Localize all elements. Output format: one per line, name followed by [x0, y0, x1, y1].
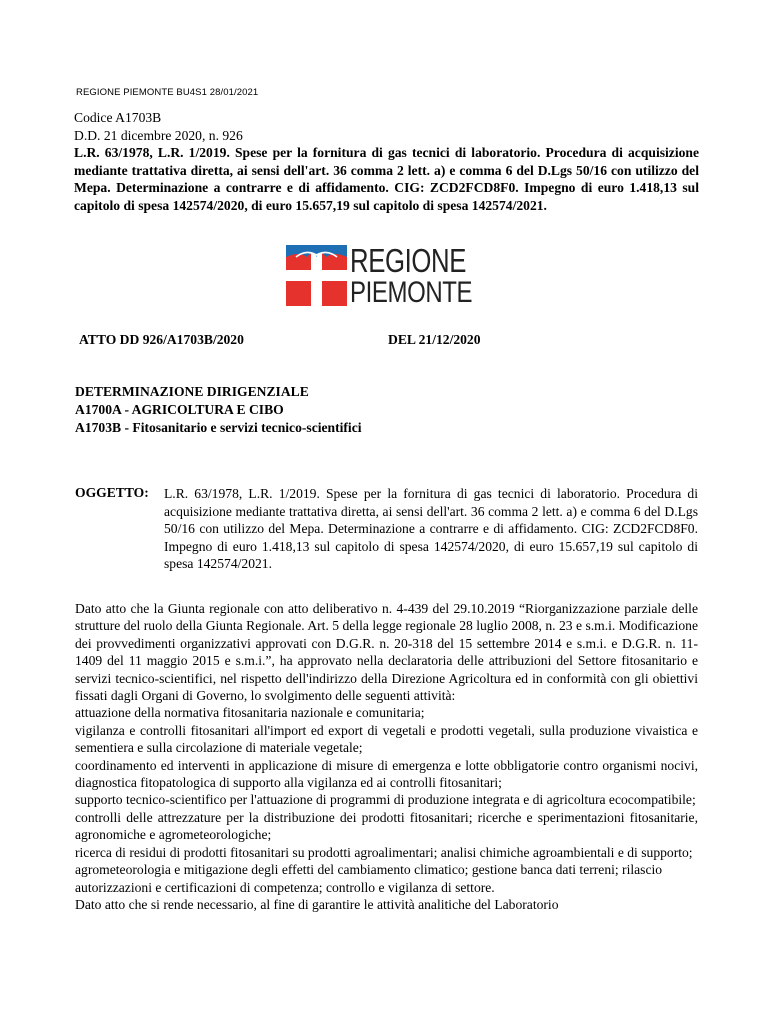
- logo-text-piemonte: PIEMONTE: [350, 276, 473, 309]
- regione-piemonte-logo: [286, 242, 490, 309]
- activity-item: agrometeorologia e mitigazione degli effetti del cambiamento climatico; gestione banca dati terreni; rilascio autorizzazioni e certificazioni di competenza; controllo e vigilanza di settore.: [75, 862, 663, 895]
- activity-item: controlli delle attrezzature per la distribuzione dei prodotti fitosanitari; ricerche e sperimentazioni fitosanitarie, agronomiche e agrometeorologiche;: [75, 809, 698, 843]
- piemonte-emblem-icon: [286, 245, 347, 306]
- logo-text-regione: REGIONE: [350, 242, 466, 279]
- determinazione-type: DETERMINAZIONE DIRIGENZIALE: [75, 384, 309, 399]
- activity-item: supporto tecnico-scientifico per l'attuazione di programmi di produzione integrata e di agricoltura ecocompatibile;: [75, 792, 696, 808]
- atto-number: ATTO DD 926/A1703B/2020: [79, 332, 244, 347]
- determinazione-block: [75, 383, 362, 437]
- body-text: [75, 600, 698, 913]
- determinazione-direction: A1700A - AGRICOLTURA E CIBO: [75, 402, 284, 417]
- activity-item: vigilanza e controlli fitosanitari all'import ed export di vegetali e prodotti vegetali, sulla produzione vivaistica e sementiera e sulla circolazione di materiale vegetale;: [75, 722, 698, 756]
- body-closing-paragraph: Dato atto che si rende necessario, al fine di garantire le attività analitiche del Laboratorio: [75, 896, 559, 912]
- activity-item: ricerca di residui di prodotti fitosanitari su prodotti agroalimentari; analisi chimiche agroambientali e di supporto;: [75, 844, 693, 860]
- determinazione-sector: A1703B - Fitosanitario e servizi tecnico-scientifici: [75, 420, 362, 435]
- activity-item: coordinamento ed interventi in applicazione di misure di emergenza e lotte obbligatorie contro organismi nocivi, diagnostica fitopatologica di supporto alla vigilanza ed ai controlli fitosanitari;: [75, 757, 698, 791]
- codice-line: Codice A1703B: [74, 110, 162, 125]
- body-intro-paragraph: Dato atto che la Giunta regionale con atto deliberativo n. 4-439 del 29.10.2019 “Riorganizzazione parziale delle strutture del ruolo della Giunta Regionale. Art. 5 della legge regionale 28 luglio 2008, n. 23 e s.m.i. Modificazione dei provvedimenti organizzativi approvati con D.G.R. n. 20-318 del 15 settembre 2014 e s.m.i. e D.G.R. n. 11-1409 del 11 maggio 2015 e s.m.i.”, ha approvato nella declaratoria delle attribuzioni del Settore fitosanitario e servizi tecnico-scientifici, nel rispetto dell'indirizzo della Direzione Agricoltura ed in conformità con gli obiettivi fissati dagli Organi di Governo, lo svolgimento delle seguenti attività:: [75, 601, 698, 704]
- activity-item: attuazione della normativa fitosanitaria nazionale e comunitaria;: [75, 705, 425, 721]
- document-heading: [74, 109, 699, 215]
- running-header: REGIONE PIEMONTE BU4S1 28/01/2021: [76, 87, 259, 98]
- dd-line: D.D. 21 dicembre 2020, n. 926: [74, 127, 243, 143]
- oggetto-text: L.R. 63/1978, L.R. 1/2019. Spese per la fornitura di gas tecnici di laboratorio. Procedura di acquisizione mediante trattativa diretta, ai sensi dell'art. 36 comma 2 lett. a) e comma 6 del D.Lgs 50/16 con utilizzo del Mepa. Determinazione a contrarre e di affidamento. CIG: ZCD2FCD8F0. Impegno di euro 1.418,13 sul capitolo di spesa 142574/2020, di euro 15.657,19 sul capitolo di spesa 142574/2021.: [164, 486, 698, 572]
- oggetto-label: OGGETTO:: [75, 485, 149, 500]
- heading-title: L.R. 63/1978, L.R. 1/2019. Spese per la fornitura di gas tecnici di laboratorio. Procedura di acquisizione mediante trattativa diretta, ai sensi dell'art. 36 comma 2 lett. a) e comma 6 del D.Lgs 50/16 con utilizzo del Mepa. Determinazione a contrarre e di affidamento. CIG: ZCD2FCD8F0. Impegno di euro 1.418,13 sul capitolo di spesa 142574/2020, di euro 15.657,19 sul capitolo di spesa 142574/2021.: [74, 145, 699, 213]
- atto-date: DEL 21/12/2020: [388, 332, 481, 347]
